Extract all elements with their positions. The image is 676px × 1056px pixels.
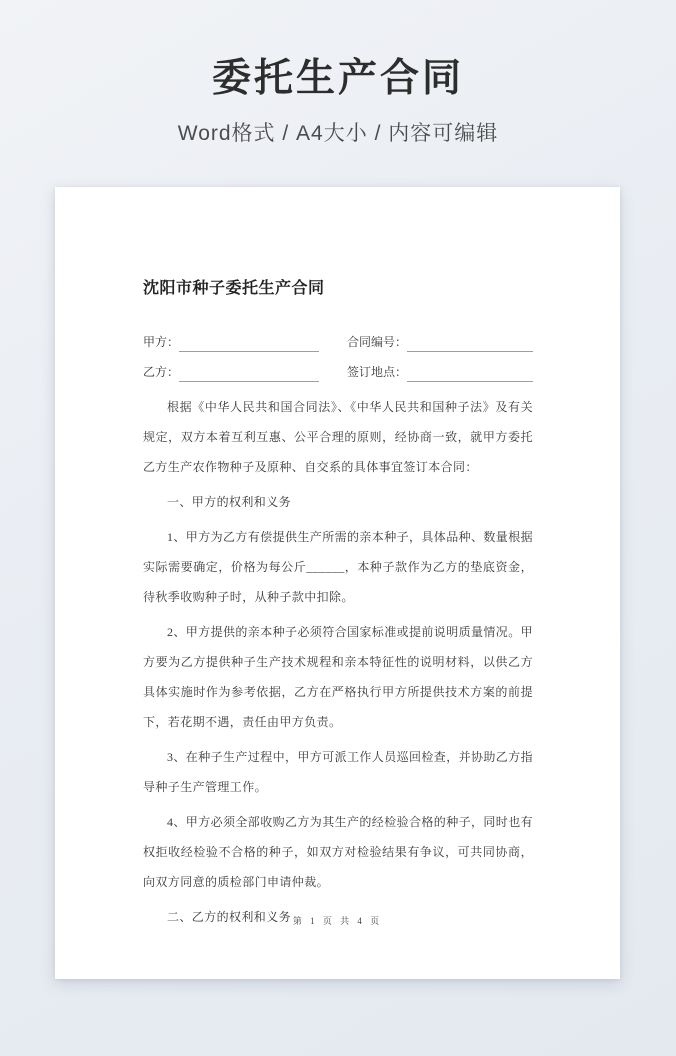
- field-party-b: [143, 363, 319, 382]
- section-heading-2: 二、乙方的权利和义务: [167, 910, 292, 924]
- field-signing-place: [347, 363, 533, 382]
- document-page: [55, 187, 620, 979]
- signing-place-label: 签订地点：: [347, 365, 408, 379]
- hero-header: [0, 0, 676, 147]
- section-heading-1: 一、甲方的权利和义务: [167, 495, 292, 509]
- paragraph-clause-4: 4、甲方必须全部收购乙方为其生产的经检验合格的种子，同时也有权拒收经检验不合格的种子，如双方对检验结果有争议，可共同协商，向双方同意的质检部门申请仲裁。: [143, 815, 534, 889]
- form-row: [143, 352, 533, 382]
- contract-no-label: 合同编号：: [347, 335, 408, 349]
- field-party-a: [143, 333, 319, 352]
- signing-place-blank-line: [407, 367, 533, 382]
- paragraph-preamble: 根据《中华人民共和国合同法》、《中华人民共和国种子法》及有关规定，双方本着互利互惠、公平合理的原则，经协商一致，就甲方委托乙方生产农作物种子及原种、自交系的具体事宜签订本合同：: [143, 400, 533, 474]
- form-row: [143, 322, 533, 352]
- paragraph-clause-3: 3、在种子生产过程中，甲方可派工作人员巡回检查，并协助乙方指导种子生产管理工作。: [143, 750, 534, 794]
- field-contract-no: [347, 333, 533, 352]
- hero-subtitle: Word格式 / A4大小 / 内容可编辑: [177, 121, 499, 145]
- contract-no-blank-line: [407, 337, 533, 352]
- party-b-label: 乙方：: [143, 365, 180, 379]
- party-a-label: 甲方：: [143, 335, 180, 349]
- party-b-blank-line: [179, 367, 319, 382]
- contract-header-fields: [143, 322, 533, 382]
- paragraph-clause-1: 1、甲方为乙方有偿提供生产所需的亲本种子，具体品种、数量根据实际需要确定，价格为每公斤______，本种子款作为乙方的垫底资金，待秋季收购种子时，从种子款中扣除。: [143, 530, 534, 604]
- document-title: 沈阳市种子委托生产合同: [143, 280, 325, 297]
- page-number-footer: 第 1 页 共 4 页: [292, 916, 383, 926]
- party-a-blank-line: [179, 337, 319, 352]
- hero-title: 委托生产合同: [211, 57, 464, 100]
- contract-body: [143, 392, 533, 932]
- paragraph-clause-2: 2、甲方提供的亲本种子必须符合国家标准或提前说明质量情况。甲方要为乙方提供种子生产技术规程和亲本特征性的说明材料，以供乙方具体实施时作为参考依据，乙方在严格执行甲方所提供技术方案的前提下，若花期不遇，责任由甲方负责。: [143, 625, 534, 729]
